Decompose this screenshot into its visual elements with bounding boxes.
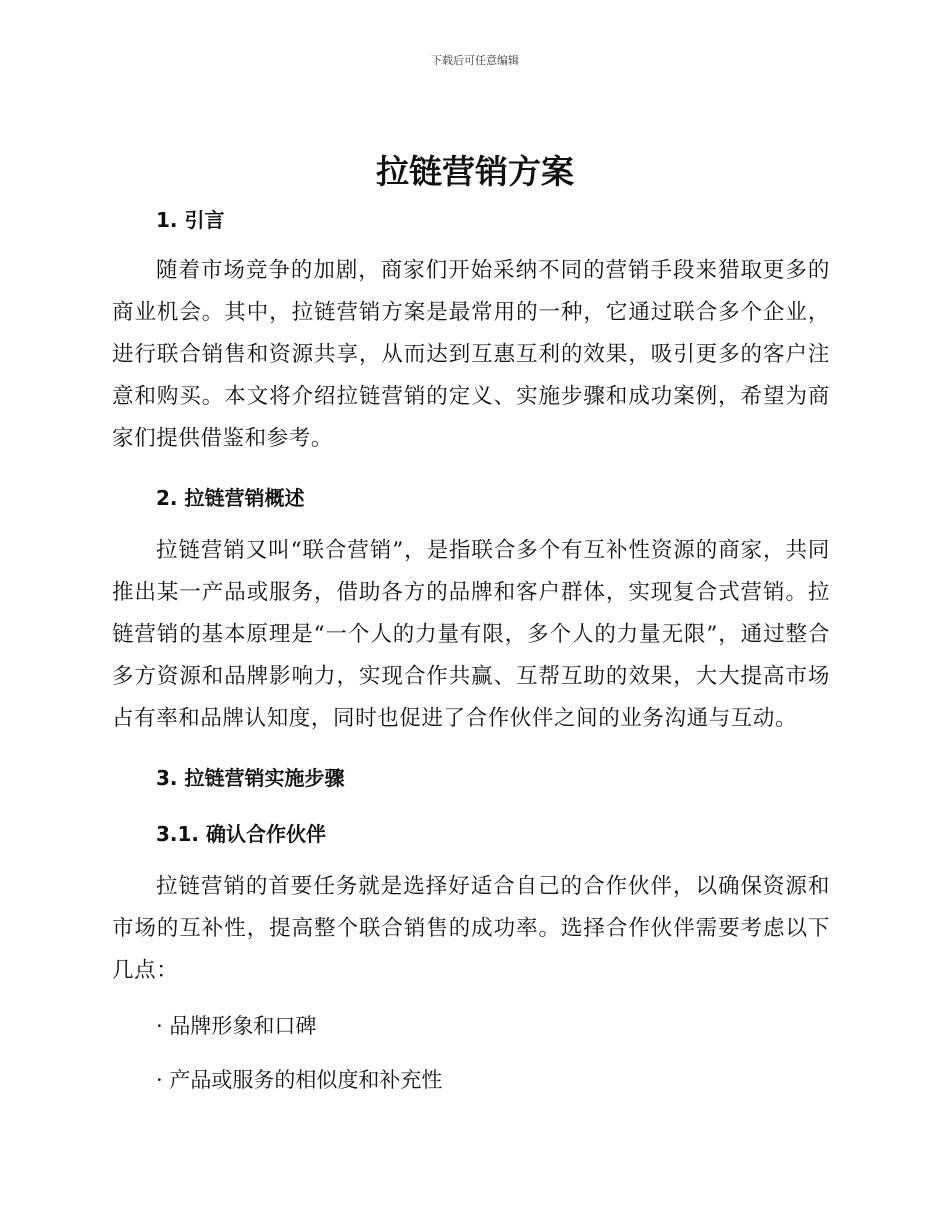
section-heading-introduction: 1. 引言 — [156, 208, 225, 232]
subsection-paragraph-confirm-partners: 拉链营销的首要任务就是选择好适合自己的合作伙伴，以确保资源和市场的互补性，提高整个联合销售的成功率。选择合作伙伴需要考虑以下几点： — [112, 874, 830, 983]
section-heading-implementation-steps: 3. 拉链营销实施步骤 — [156, 766, 345, 790]
subsection-heading-confirm-partners: 3.1. 确认合作伙伴 — [156, 822, 326, 846]
document-title: 拉链营销方案 — [376, 152, 574, 191]
list-item: · 产品或服务的相似度和补充性 — [156, 1068, 443, 1092]
section-paragraph-introduction: 随着市场竞争的加剧，商家们开始采纳不同的营销手段来猎取更多的商业机会。其中，拉链营销方案是最常用的一种，它通过联合多个企业，进行联合销售和资源共享，从而达到互惠互利的效果，吸引更多的客户注意和购买。本文将介绍拉链营销的定义、实施步骤和成功案例，希望为商家们提供借鉴和参考。 — [112, 258, 830, 451]
section-paragraph-overview: 拉链营销又叫“联合营销”，是指联合多个有互补性资源的商家，共同推出某一产品或服务，借助各方的品牌和客户群体，实现复合式营销。拉链营销的基本原理是“一个人的力量有限，多个人的力量无限”，通过整合多方资源和品牌影响力，实现合作共赢、互帮互助的效果，大大提高市场占有率和品牌认知度，同时也促进了合作伙伴之间的业务沟通与互动。 — [112, 538, 830, 731]
page-header-note: 下载后可任意编辑 — [431, 54, 519, 67]
list-item: · 品牌形象和口碑 — [156, 1014, 317, 1038]
document-body — [112, 198, 830, 1100]
section-heading-overview: 2. 拉链营销概述 — [156, 486, 305, 510]
